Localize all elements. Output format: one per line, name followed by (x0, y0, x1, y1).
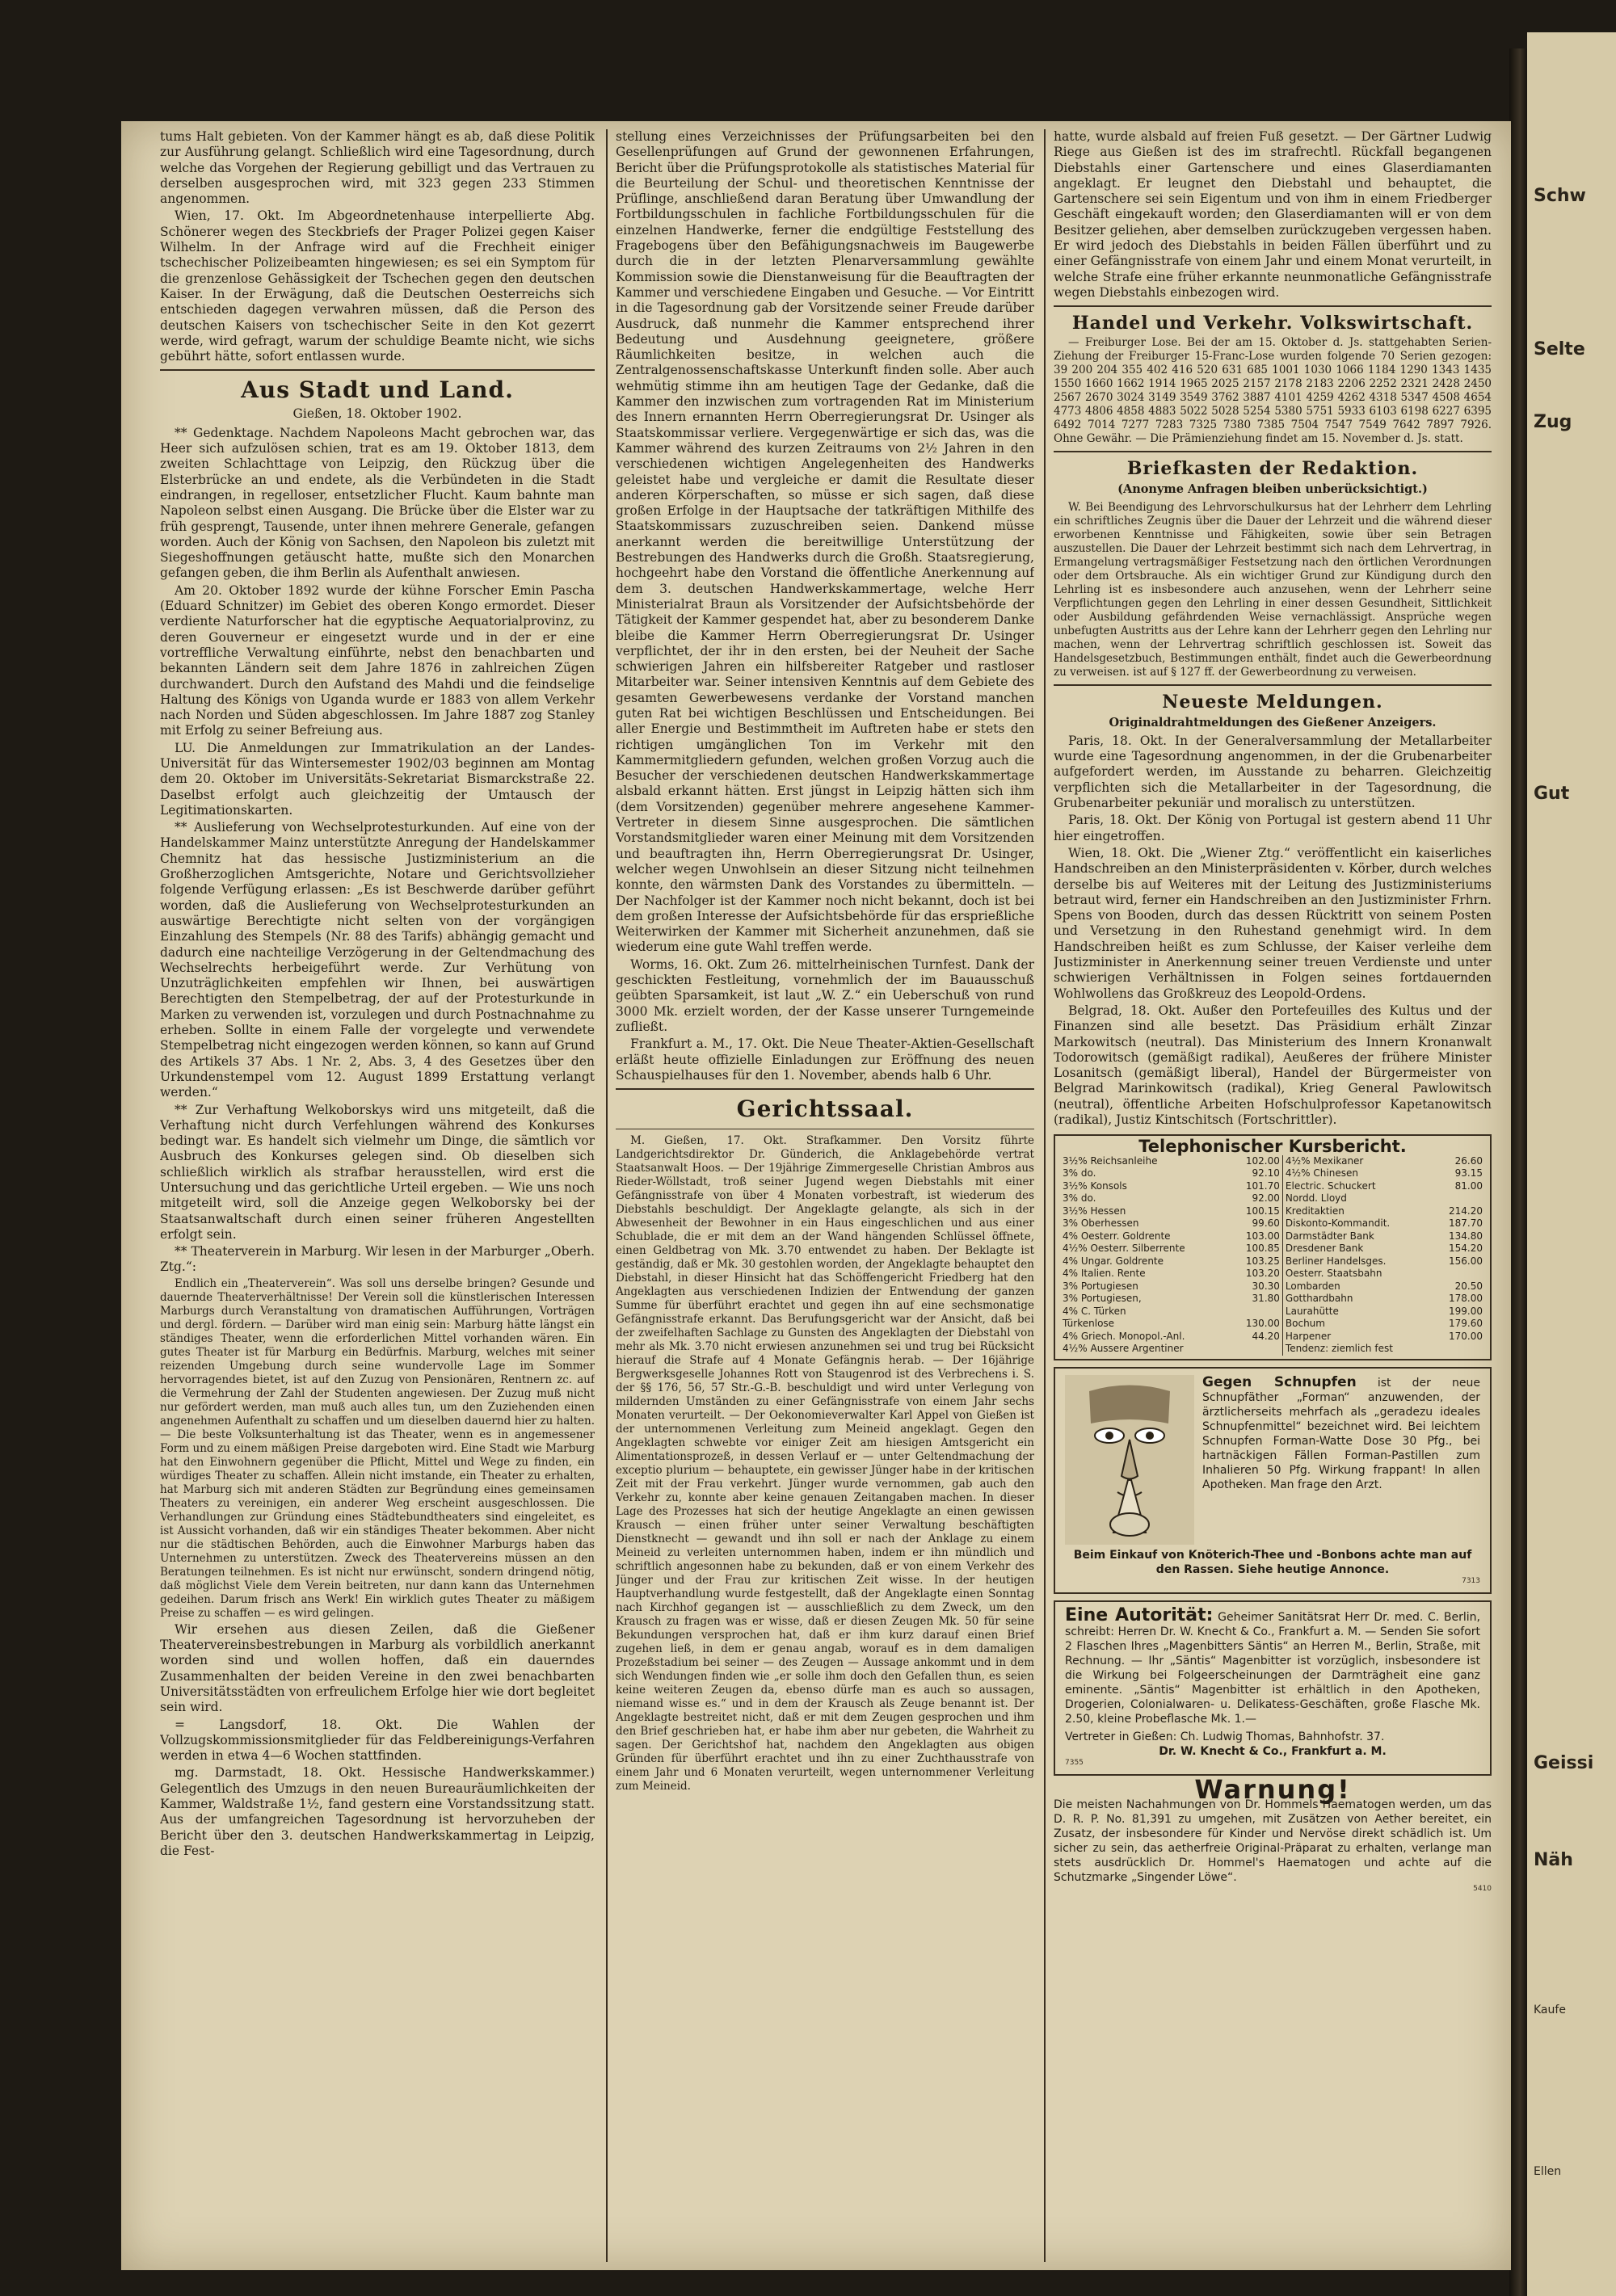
adjacent-page-fragment: Selte (1534, 339, 1585, 360)
kurs-security-price: 93.15 (1454, 1167, 1483, 1180)
kurs-security-name: Lombarden (1285, 1280, 1340, 1292)
kurs-security-name: 3% Portugiesen, (1063, 1293, 1142, 1305)
kurs-security-price (1433, 1268, 1485, 1280)
kurs-security-name: 3% Portugiesen (1063, 1280, 1138, 1292)
kurs-security-name: 4½% Oesterr. Silberrente (1063, 1243, 1185, 1255)
kurs-row (1060, 1293, 1485, 1306)
kurs-security-name: Diskonto-Kommandit. (1285, 1217, 1391, 1230)
kurs-security-price (1433, 1343, 1485, 1356)
section-heading-handel: Handel und Verkehr. Volkswirtschaft. (1071, 313, 1474, 334)
section-heading-gerichtssaal: Gerichtssaal. (736, 1095, 914, 1123)
kurs-security-name: 4% C. Türken (1063, 1305, 1126, 1317)
kurs-row (1060, 1268, 1485, 1280)
article-paragraph: ** Auslieferung von Wechselprotesturkunden. Auf eine von der Handelskammer Mainz unterstützte Anregung der Handelskammer Chemnitz hat das hessische Justizministerium an die Großherzoglichen Amtsgerichte, Notare und Gerichtsvollzieher folgende Verfügung erlassen: „Es ist Beschwerde darüber geführt worden, daß die Auslieferung von Wechselprotesturkunden an auswärtige Berechtigte nicht selten von der vorgängigen Einzahlung des Stempels (Nr. 88 des Tarifs) abhängig gemacht und dadurch eine nachteilige Verzögerung in der Geltendmachung des Wechselrechts herbeigeführt werde. Zur Verhütung von Unzuträglichkeiten empfehlen wir Ihnen, bei auswärtigen Berechtigten den Stempelbetrag, der auf der Protesturkunde in Marken zu verwenden ist, vorzulegen und durch Postnachnahme zu erheben. Sollte in einem Falle der vorgelegte und verwendete Stempelbetrag nicht eingezogen werden können, so kann auf Grund des Artikels 37 Abs. 1 Nr. 2, Abs. 3, 4 des Gesetzes über den Urkundenstempel vom 12. August 1899 Erstattung verlangt werden.“ (160, 820, 595, 1100)
kurs-security-name: 3½% Hessen (1063, 1205, 1126, 1217)
article-paragraph: ** Gedenktage. Nachdem Napoleons Macht gebrochen war, das Heer sich aufzulösen schien, trat es am 19. Oktober 1813, dem zweiten Schlachttage von Leipzig, den Rückzug über die Elsterbrücke an und endete, als die Verbündeten in die Stadt eindrangen, in regelloser, entsetzlicher Flucht. Kaum bahnte man Napoleon selbst einen Ausgang. Die Brücke über die Elster war zu früh gesprengt, Tausende, unter ihnen mehrere Generale, gefangen worden. Auch der König von Sachsen, den Napoleon bis zuletzt mit Siegeshoffnungen getäuscht hatte, mußte sich den Monarchen gefangen geben, die ihm Berlin als Aufenthalt anwiesen. (160, 425, 595, 581)
kurs-security-name: 3½% Konsols (1063, 1180, 1127, 1192)
kurs-security-price: 187.70 (1449, 1217, 1483, 1230)
kurs-row (1060, 1280, 1485, 1293)
kurs-security-name: Oesterr. Staatsbahn (1285, 1268, 1382, 1280)
kurs-security-price: 156.00 (1449, 1255, 1483, 1267)
kurs-security-name: 4% Oesterr. Goldrente (1063, 1230, 1171, 1242)
article-paragraph: Wien, 18. Okt. Die „Wiener Ztg.“ veröffentlicht ein kaiserliches Handschreiben an den Ministerpräsidenten v. Körber, durch welches derselbe bis auf Weiteres mit der Leitung des Justizministeriums betraut wird, ferner ein Handschreiben an den Justizminister Frhrn. Spens von Booden, durch das dessen Rücktritt von seinem Posten und Versetzung in den Ruhestand genehmigt wird. In dem Handschreiben heißt es zum Schlusse, der Kaiser verleihe dem Justizminister in Anerkennung seiner treuen Verdienste und unter schwierigen Verhältnissen in Folgen seines fortdauernden Wohlwollens das Großkreuz des Leopold-Ordens. (1054, 845, 1492, 1001)
adjacent-page-fragment: Gut (1534, 784, 1570, 804)
ad-saentis-text: Geheimer Sanitätsrat Herr Dr. med. C. Berlin, schreibt: Herren Dr. W. Knecht & Co., Frankfurt a. M. — Senden Sie sofort 2 Flaschen Ihres „Magenbitters Säntis“ an Herren M., Berlin, Straße, mit Rechnung. — Ihr „Säntis“ Magenbitter ist vorzüglich, insbesondere ist die Wirkung bei Folgeerscheinungen der Darmträgheit eine ganz eminente. „Säntis“ Magenbitter ist erhältlich in den Apotheken, Drogerien, Colonialwaren- u. Delikatess-Geschäften, große Flasche Mk. 2.50, kleine Probeflasche Mk. 1.— (1065, 1610, 1480, 1726)
kurs-security-price: 103.25 (1231, 1255, 1283, 1268)
article-paragraph: LU. Die Anmeldungen zur Immatrikulation an der Landes-Universität für das Wintersemester 1902/03 beginnen am Montag dem 20. Oktober im Universitäts-Sekretariat Bismarckstraße 22. Daselbst erfolgt auch gleichzeitig der Umtausch der Legitimationskarten. (160, 740, 595, 818)
article-paragraph: stellung eines Verzeichnisses der Prüfungsarbeiten bei den Gesellenprüfungen auf Grund der gewonnenen Erfahrungen, Bericht über die Prüfungsprotokolle als statistisches Material für die Beurteilung der Schul- und theoretischen Kenntnisse der Prüflinge, anschließend daran Beratung über Umwandlung der Fortbildungsschulen in fachliche Fortbildungsschulen für die einzelnen Handwerke, ferner die endgültige Feststellung des Fragebogens über den Befähigungsnachweis im Baugewerbe durch die in der letzten Plenarversammlung gewählte Kommission sowie die Dienstanweisung für die Beauftragten der Kammer und verschiedene Eingaben und Gesuche. — Vor Eintritt in die Tagesordnung gab der Vorsitzende seiner Freude darüber Ausdruck, daß nunmehr die Kammer entsprechend ihrer Bedeutung und Ausdehnung geeignetere, größere Räumlichkeiten besitze, in welchen auch die Zentralgenossenschaftskasse Unterkunft finden solle. Aber auch wehmütig stimme ihn am heutigen Tage der Gedanke, daß die Kammer den inzwischen zum vortragenden Rat im Ministerium des Innern ernannten Herrn Oberregierungsrat Dr. Usinger als Staatskommissar verliere. Vergegenwärtige er sich das, was die Kammer während des kurzen Zeitraums von 2½ Jahren in den verschiedenen wichtigen Angelegenheiten des Handwerks geleistet habe und vergleiche er damit die Resultate dieser anderen Körperschaften, so müsse er sich sagen, daß diese großen Erfolge in der Hauptsache der tatkräftigen Mithilfe des Staatskommissars zuzuschreiben seien. Dankend müsse anerkannt werden die bereitwillige Unterstützung der Bestrebungen des Handwerks durch die Großh. Staatsregierung, hochgeehrt habe den Vorstand die öffentliche Anerkennung auf dem 3. deutschen Handwerkskammertage, welche Herr Ministerialrat Braun als Vorsitzender der Aufsichtsbehörde der Tätigkeit der Kammer gespendet hat, aber zu besonderem Danke bleibe die Kammer Herrn Oberregierungsrat Dr. Usinger verpflichtet, der ihr in den ersten, bei der Neuheit der Sache schwierigen Jahren ein hilfsbereiter Ratgeber und rastloser Mitarbeiter war. Seiner intensiven Kenntnis auf dem Gebiete des gesamten Gewerbewesens verdanke der Vorstand manchen guten Rat bei wichtigen Beschlüssen und Entscheidungen. Bei aller Energie und Bestimmtheit im Auftreten habe er stets den richtigen umgänglichen Ton im Verkehr mit den Kammermitgliedern gefunden, welchen großen Vorzug auch die Besucher der verschiedenen deutschen Handwerkskammertage alsbald erkannt hätten. Erst jüngst in Leipzig hätten sich ihm (dem Vorsitzenden) gegenüber mehrere angesehene Kammer-Vertreter in diesem Sinne ausgesprochen. Die sämtlichen Vorstandsmitglieder waren einer Meinung mit dem Vorsitzenden und beauftragten ihn, Herrn Oberregierungsrat Dr. Usinger, welcher wegen Unwohlsein an dieser Sitzung nicht teilnehmen konnte, den wärmsten Dank des Vorstandes zu übermitteln. — Der Nachfolger ist der Kammer noch nicht bekannt, doch ist bei dem großen Interesse der Aufsichtsbehörde für das ersprießliche Weiterwirken der Kammer mit Sicherheit anzunehmen, daß sie wiederum eine gute Wahl treffen werde. (616, 129, 1034, 955)
ad-number: 7355 (1065, 1758, 1084, 1767)
kurs-row (1060, 1217, 1485, 1230)
kurs-security-price: 154.20 (1449, 1243, 1483, 1255)
kurs-security-price: 99.60 (1231, 1217, 1283, 1230)
kurs-security-price: 103.20 (1231, 1268, 1283, 1280)
kurs-security-price: 31.80 (1231, 1293, 1283, 1306)
kurs-security-name: Kreditaktien (1285, 1205, 1345, 1217)
kurs-security-price: 92.00 (1231, 1192, 1283, 1205)
kurs-security-name: Electric. Schuckert (1285, 1180, 1376, 1192)
kurs-security-name: 4½% Aussere Argentiner (1063, 1343, 1184, 1355)
section-divider (616, 1088, 1034, 1090)
adjacent-page-fragment: Geissi (1534, 1753, 1594, 1773)
ad-schnupfen-text: ist der neue Schnupfäther „Forman“ anzuwenden, der ärztlicherseits mehrfach als „geradezu ideales Schnupfenmittel“ bezeichnet wird. Bei leichtem Schnupfen Forman-Watte Dose 30 Pfg., bei hartnäckigen Fällen Forman-Pastillen zum Inhalieren 50 Pfg. Wirkung frappant! In allen Apotheken. Man frage den Arzt. (1202, 1376, 1481, 1491)
kurs-security-name: Berliner Handelsges. (1285, 1255, 1387, 1267)
column-1 (160, 129, 595, 2270)
dateline: Gießen, 18. Oktober 1902. (292, 406, 462, 422)
adjacent-page-fragment: Zug (1534, 412, 1572, 432)
ad-saentis-firm: Dr. W. Knecht & Co., Frankfurt a. M. (1159, 1744, 1387, 1758)
kurs-security-name: 4% Ungar. Goldrente (1063, 1255, 1164, 1267)
kurs-row (1060, 1343, 1485, 1356)
column-rule (606, 129, 608, 2262)
kurs-row (1060, 1205, 1485, 1218)
ad-number: 7313 (1462, 1576, 1480, 1585)
adjacent-page-fragment: Kaufe (1534, 2004, 1566, 2016)
ad-warnung (1054, 1773, 1492, 1894)
kurs-row (1060, 1155, 1485, 1168)
kurs-security-name: Harpener (1285, 1330, 1332, 1342)
adjacent-page-edge (1527, 32, 1616, 2296)
column-2 (616, 129, 1034, 2270)
article-continuation: tums Halt gebieten. Von der Kammer hängt es ab, daß diese Politik zur Ausführung gelangt. Schließlich wird eine Tagesordnung, durch welche das Vorgehen der Regierung gebilligt und das Vertrauen zu derselben ausgesprochen wird, mit 323 gegen 233 Stimmen angenommen. (160, 129, 595, 207)
article-paragraph: mg. Darmstadt, 18. Okt. Hessische Handwerkskammer.) Gelegentlich des Umzugs in den neuen Bureauräumlichkeiten der Kammer, Waldstraße 1½, fand gestern eine Vorstandssitzung statt. Aus der umfangreichen Tagesordnung ist hervorzuheben der Bericht über den 3. deutschen Handwerkskammertag in Leipzig, die Fest- (160, 1765, 595, 1858)
kurs-security-name: Darmstädter Bank (1285, 1230, 1374, 1242)
article-paragraph: Worms, 16. Okt. Zum 26. mittelrheinischen Turnfest. Dank der geschickten Festleitung, vornehmlich der im Bauausschuß geübten Sparsamkeit, ist laut „W. Z.“ ein Ueberschuß von rund 3000 Mk. erzielt worden, der der Kasse unserer Turngemeinde zufließt. (616, 957, 1034, 1034)
section-heading-neueste-meldungen: Neueste Meldungen. (1162, 691, 1383, 713)
column-rule (1044, 129, 1046, 2262)
kurs-row (1060, 1318, 1485, 1331)
article-paragraph: Paris, 18. Okt. In der Generalversammlung der Metallarbeiter wurde eine Tagesordnung angenommen, in der die Grubenarbeiter aufgefordert werden, im Ausstande zu beharren. Gleichzeitig verpflichten sich die Metallarbeiter in der Tagesordnung, die Grubenarbeiter pekuniär und moralisch zu unterstützen. (1054, 733, 1492, 811)
section-divider (160, 369, 595, 371)
kurs-security-price: 30.30 (1231, 1280, 1283, 1293)
ad-saentis-title: Eine Autorität: (1065, 1604, 1214, 1625)
adjacent-page-fragment: Ellen (1534, 2165, 1562, 2178)
lottery-numbers: — Freiburger Lose. Bei der am 15. Oktober d. Js. stattgehabten Serien-Ziehung der Freiburger 15-Franc-Lose wurden folgende 70 Serien gezogen: 39 200 204 355 402 416 520 631 685 1001 1030 1066 1184 1290 1343 1435 1550 1660 1662 1914 1965 2025 2157 2178 2183 2206 2252 2321 2428 2450 2567 2670 3024 3149 3549 3762 3887 4101 4259 4262 4318 5347 4508 4654 4773 4806 4858 4883 5022 5028 5254 5380 5751 5933 6103 6198 6227 6395 6492 7014 7277 7283 7325 7380 7385 7504 7547 7549 7642 7897 7926. Ohne Gewähr. — Die Prämienziehung findet am 15. November d. Js. statt. (1054, 336, 1492, 446)
column-3 (1054, 129, 1492, 2270)
ad-saentis (1054, 1600, 1492, 1776)
kurs-security-name: Nordd. Lloyd (1285, 1192, 1347, 1205)
kurs-security-price: 179.60 (1449, 1318, 1483, 1330)
kurs-security-name: 3% Oberhessen (1063, 1217, 1139, 1230)
kurs-security-name: 3½% Reichsanleihe (1063, 1154, 1158, 1167)
article-paragraph: Belgrad, 18. Okt. Außer den Portefeuilles des Kultus und der Finanzen sind alle besetzt. Das Präsidium erhält Zinzar Markowitsch (neutral). Das Ministerium des Innern Kronanwalt Todorowitsch (gemäßigt radikal), Aeußeres der frühere Minister Losanitsch (gemäßigt liberal), Handel der Bürgermeister von Belgrad Marinkowitsch (radikal), Krieg General Pawlowitsch (neutral), öffentliche Arbeiten Hofschulprofessor Kapetanowitsch (radikal), Justiz Kintschitsch (Fortschrittler). (1054, 1003, 1492, 1127)
article-paragraph: Paris, 18. Okt. Der König von Portugal ist gestern abend 11 Uhr hier eingetroffen. (1054, 813, 1492, 843)
article-paragraph: Am 20. Oktober 1892 wurde der kühne Forscher Emin Pascha (Eduard Schnitzer) im Gebiet des oberen Kongo ermordet. Dieser verdiente Naturforscher hat die egyptische Aequatorialprovinz, zu deren Gouverneur er eingesetzt wurde und in der er eine vortreffliche Verwaltung einführte, nebst den benachbarten und bekannten Ländern seit dem Jahre 1876 in zahlreichen Zügen durchwandert. Durch den Aufstand des Mahdi und die feindselige Haltung des Königs von Uganda wurde er 1883 von allem Verkehr nach Norden und Süden abgeschlossen. Im Jahre 1887 zog Stanley mit Erfolg zu seiner Befreiung aus. (160, 582, 595, 738)
section-heading-stadt-und-land: Aus Stadt und Land. (241, 376, 514, 404)
section-divider (1054, 305, 1492, 307)
kurs-security-price: 100.15 (1231, 1205, 1283, 1218)
article-wien: Wien, 17. Okt. Im Abgeordnetenhause interpellierte Abg. Schönerer wegen des Steckbriefs der Prager Polizei gegen Kaiser Wilhelm. In der Anfrage wird auf die Frechheit einiger tschechischer Polizeibeamten hingewiesen; es sei ein Symptom für die grenzenlose Gehässigkeit der Tschechen gegen den deutschen Kaiser. In der Erwägung, daß die Deutschen Oesterreichs sich entschieden dagegen verwahren müssen, daß die Person des deutschen Kaisers von tschechischer Seite in den Kot gezerrt werde, wird gefragt, warum der schuldige Beamte nicht, wie sichs gebührt hätte, sofort entlassen wurde. (160, 208, 595, 364)
ad-saentis-vertreter: Vertreter in Gießen: Ch. Ludwig Thomas, Bahnhofstr. 37. (1065, 1730, 1385, 1743)
article-paragraph: ** Zur Verhaftung Welkoborskys wird uns mitgeteilt, daß die Verhaftung nicht durch Verfehlungen während des Konkurses bedingt war. Es handelt sich vielmehr um Dinge, die sämtlich vor Ausbruch des Konkurses gelegen sind. Ob dieselben sich schließlich wirklich als strafbar herausstellen, wird erst die Untersuchung und das gerichtliche Urteil ergeben. — Wie uns noch mitgeteilt wird, soll die Anzeige gegen Welkoborsky bei der Staatsanwaltschaft durch einen seiner früheren Angestellten erfolgt sein. (160, 1102, 595, 1242)
kurs-security-price: 20.50 (1454, 1280, 1483, 1292)
briefkasten-note: (Anonyme Anfragen bleiben unberücksichtigt.) (1117, 482, 1428, 497)
kurs-security-name: Dresdener Bank (1285, 1243, 1364, 1255)
article-paragraph: ** Theaterverein in Marburg. Wir lesen in der Marburger „Oberh. Ztg.“: (160, 1244, 595, 1275)
kurs-security-price: 170.00 (1449, 1330, 1483, 1342)
kurs-security-name: Bochum (1285, 1318, 1325, 1330)
kurs-row (1060, 1243, 1485, 1255)
book-spine (1509, 48, 1527, 2296)
kursbericht-title: Telephonischer Kursbericht. (1138, 1137, 1407, 1157)
ad-warnung-text: Die meisten Nachahmungen von Dr. Hommels Haematogen werden, um das D. R. P. No. 81,391 zu umgehen, mit Zusätzen von Aether bereitet, ein Zusatz, der insbesondere für Kinder und Nervöse direkt schädlich ist. Um sicher zu sein, das aetherfreie Original-Präparat zu erhalten, verlange man stets ausdrücklich Dr. Hommel's Haematogen und achte auf die Schutzmarke „Singender Löwe“. (1054, 1798, 1492, 1884)
article-paragraph: Endlich ein „Theaterverein“. Was soll uns derselbe bringen? Gesunde und dauernde Theaterverhältnisse! Der Verein soll die künstlerischen Interessen Marburgs durch Veranstaltung von dramatischen Aufführungen, Vorträgen und dergl. fördern. — Darüber wird man einig sein: Marburg hätte längst ein ständiges Theater, wenn die erforderlichen Mittel vorhanden wären. Ein gutes Theater ist für Marburg ein Bedürfnis. Marburg, welches mit seiner reizenden Umgebung durch seine wundervolle Lage im Sommer hervorragendes bietet, ist auf den Zuzug von Pensionären, Rentnern zc. auf die Vermehrung der Zahl der Studenten angewiesen. Der Zuzug muß nicht nur gefördert werden, man muß auch alles tun, um den Zuziehenden einen angenehmen Aufenthalt zu schaffen und um dieselben dauernd hier zu halten. — Die beste Volksunterhaltung ist das Theater, wenn es in angemessener Form und zu einem mäßigen Preise dargeboten wird. Eine Stadt wie Marburg hat den Einwohnern gegenüber die Pflicht, Mittel und Wege zu finden, ein würdiges Theater zu schaffen. Allein nicht imstande, ein Theater zu erhalten, hat Marburg sich mit anderen Städten zur Begründung eines gemeinsamen Theaters zu vereinigen, ein anderer Weg erscheint ausgeschlossen. Die Verhandlungen zur Gründung eines Städtebundtheaters sind eingeleitet, es ist Aussicht vorhanden, daß wir ein ständiges Theater bekommen. Aber nicht nur die städtischen Behörden, auch die Einwohner Marburgs haben das Unternehmen zu unterstützen. Zweck des Theatervereins müssen an den Beratungen teilnehmen. Es ist nicht nur erwünscht, sondern dringend nötig, daß möglichst Viele dem Verein beitreten, nur dann kann das Unternehmen gedeihen. Darum frisch ans Werk! Ein wirklich gutes Theater zu mäßigem Preise zu schaffen — es wird gelingen. (160, 1276, 595, 1620)
ad-schnupfen-footer: Beim Einkauf von Knöterich-Thee und -Bonbons achte man auf den Rassen. Siehe heutige Annonce. (1073, 1548, 1472, 1576)
article-paragraph: hatte, wurde alsbald auf freien Fuß gesetzt. — Der Gärtner Ludwig Riege aus Gießen ist des im strafrechtl. Rückfall begangenen Diebstahls einer Gartenschere und eines Glaserdiamanten angeklagt. Er leugnet den Diebstahl und behauptet, die Gartenschere sei sein Eigentum und von ihm in einem Friedberger Geschäft eingekauft worden; den Glaserdiamanten will er von dem Besitzer geliehen, aber demselben zurückzugeben vergessen haben. Er wird jedoch des Diebstahls in beiden Fällen überführt und zu einer Gefängnisstrafe von einem Jahr und einem Monat verurteilt, in welche Strafe eine früher erkannte neunmonatliche Gefängnisstrafe wegen Diebstahls einbezogen wird. (1054, 129, 1492, 300)
adjacent-page-fragment: Schw (1534, 186, 1586, 206)
kurs-security-price: 44.20 (1231, 1331, 1283, 1344)
article-paragraph: Wir ersehen aus diesen Zeilen, daß die Gießener Theatervereinsbestrebungen in Marburg als vorbildlich anerkannt worden sind und wollen hoffen, daß ein dauerndes Zusammenhalten der beiden Vereine in den zwei benachbarten Universitätsstädten von erfreulichem Erfolge hier wie dort begleitet sein wird. (160, 1621, 595, 1715)
kurs-security-price: 103.00 (1231, 1230, 1283, 1243)
kurs-security-name: 4% Italien. Rente (1063, 1268, 1146, 1280)
kurs-security-price (1433, 1192, 1485, 1205)
article-paragraph: = Langsdorf, 18. Okt. Die Wahlen der Vollzugskommissionsmitglieder für das Feldbereinigungs-Verfahren werden in etwa 4—6 Wochen stattfinden. (160, 1717, 595, 1764)
kurs-row (1060, 1180, 1485, 1193)
kurs-row (1060, 1331, 1485, 1344)
kurs-security-price (1231, 1306, 1283, 1318)
kurs-security-price: 92.10 (1231, 1167, 1283, 1180)
ad-schnupfen-title: Gegen Schnupfen (1202, 1373, 1357, 1390)
kursbericht-box (1054, 1134, 1492, 1360)
article-paragraph: M. Gießen, 17. Okt. Strafkammer. Den Vorsitz führte Landgerichtsdirektor Dr. Günderich, die Anklagebehörde vertrat Staatsanwalt Hoos. — Der 19jährige Zimmergeselle Christian Ambros aus Rieder-Wöllstadt, troß seiner Jugend wegen Diebstahls mit einer Gefängnisstrafe von über 4 Monaten vorbestraft, ist wiederum des Diebstahls beschuldigt. Der Angeklagte gelangte, als sich in der Abwesenheit der Bewohner in ein Haus eingeschlichen und aus einer Schublade, die er mit dem an der Wand hängenden Schlüssel öffnete, einen Geldbetrag von Mk. 3.70 entwendet zu haben. Der Beklagte ist geständig, daß er Mk. 30 gestohlen worden, der Angeklagte behauptet den Diebstahl, in dieser Hinsicht hat das Schöffengericht Friedberg hat den Angeklagten aus verschiedenen Indizien der Entwendung der ganzen Summe für überführt erachtet und gegen ihn auf eine sechsmonatige Gefängnisstrafe erkannt. Das Berufungsgericht war der Ansicht, daß bei der zweifelhaften Sachlage zu Gunsten des Angeklagten der Diebstahl von mehr als Mk. 3.70 nicht erwiesen anzunehmen sei und trug bei Rücksicht hierauf die Strafe auf 4 Monate Gefängnis herab. — Der 16jährige Bergwerksgeselle Johannes Rott von Staugenrod ist des Verbrechens i. S. der §§ 176, 56, 57 Str.-G.-B. beschuldigt und wird unter Verlegung von mildernden Umständen zu einer Gefängnisstrafe von einem Jahr sechs Monaten verurteilt. — Der Oekonomieverwalter Karl Appel von Gießen ist der unternommenen Verleitung zum Meineid angeklagt. Gegen den Angeklagten schwebte vor einiger Zeit am hiesigen Amtsgericht ein Alimentationsprozeß, in dessen Verlauf er — unter Geltendmachung der exceptio plurium — behauptete, ein gewisser Jünger habe in der kritischen Zeit mit der Frau verkehrt. Jünger wurde vernommen, gab auch den Verkehr zu, konnte aber keine genauen Zeitangaben machen. In dieser Lage des Prozesses hat sich der heutige Angeklagte an einen gewissen Krausch — einen früher unter seiner Verwaltung beschäftigten Dienstknecht — gewandt und ihn soll er nach der Anklage zu einem Meineid zu verleiten unternommen haben, indem er ihn mündlich und schriftlich angesonnen habe zu bekunden, daß er von einem Verkehr des Jünger und der Frau zur kritischen Zeit wisse. In der heutigen Hauptverhandlung wurde festgestellt, daß der Angeklagte einen Sonntag nach Kirchhof gegangen ist — ausschließlich zu dem Zweck, um den Krausch zu fragen was er wisse, daß er diesen Zeugen Mk. 50 für seine Bekundungen versprochen hat, daß er ihm kurz darauf einen Brief zugehen ließ, in dem er genau angab, worauf es in dem damaligen Prozeßstadium bei seiner — des Zeugen — Aussage ankommt und in dem sich Wendungen finden wie „er solle ihm doch den Gefallen thun, es seien keine weiteren Zeugen da, ebenso dürfe man es auch so aussagen, niemand wisse es.“ und in dem der Krausch als Zeuge benannt ist. Der Angeklagte bestreitet nicht, daß er mit dem Zeugen gesprochen und ihm den Brief geschrieben hat, er habe ihm aber nur gebeten, die Wahrheit zu sagen. Der Gerichtshof hat, nachdem den Angeklagten aus obigen Gründen für überführt erachtet und ihn zu einer Zuchthausstrafe von einem Jahr und 6 Monaten verurteilt, wegen unternommener Verleitung zum Meineid. (616, 1134, 1034, 1793)
kurs-security-price: 134.80 (1449, 1230, 1483, 1242)
kurs-security-price: 101.70 (1231, 1180, 1283, 1193)
kurs-security-price: 214.20 (1449, 1205, 1483, 1217)
kurs-security-price: 130.00 (1231, 1318, 1283, 1331)
kurs-security-price (1231, 1343, 1283, 1356)
kurs-row (1060, 1230, 1485, 1243)
kurs-security-name: 4% Griech. Monopol.-Anl. (1063, 1330, 1185, 1342)
kurs-security-name: Türkenlose (1063, 1318, 1115, 1330)
kurs-security-name: 4½% Chinesen (1285, 1167, 1358, 1180)
ad-number: 5410 (1473, 1884, 1492, 1893)
kurs-security-name: 3% do. (1063, 1167, 1096, 1180)
kursbericht-table (1060, 1155, 1485, 1356)
ad-schnupfen (1054, 1367, 1492, 1594)
section-divider (1054, 451, 1492, 452)
kurs-security-name: 3% do. (1063, 1192, 1096, 1205)
kurs-row (1060, 1306, 1485, 1318)
kurs-security-price: 178.00 (1449, 1293, 1483, 1305)
kurs-security-name: Laurahütte (1285, 1305, 1339, 1317)
nose-illustration-icon (1065, 1375, 1194, 1545)
kurs-row (1060, 1192, 1485, 1205)
kurs-row (1060, 1167, 1485, 1180)
neueste-subheading: Originaldrahtmeldungen des Gießener Anzeigers. (1109, 715, 1437, 730)
section-divider (1054, 684, 1492, 686)
section-heading-briefkasten: Briefkasten der Redaktion. (1126, 458, 1419, 480)
kurs-security-name: Tendenz: ziemlich fest (1285, 1343, 1393, 1355)
kurs-security-price: 26.60 (1454, 1154, 1483, 1167)
kurs-security-name: 4½% Mexikaner (1285, 1154, 1364, 1167)
kurs-security-price: 100.85 (1231, 1243, 1283, 1255)
kurs-security-price: 102.00 (1231, 1155, 1283, 1168)
adjacent-page-fragment: Näh (1534, 1850, 1573, 1870)
article-paragraph: W. Bei Beendigung des Lehrvorschulkursus hat der Lehrherr dem Lehrling ein schriftliches Zeugnis über die Dauer der Lehrzeit und die während dieser erworbenen Kenntnisse und Fähigkeiten, sowie über sein Betragen auszustellen. Die Dauer der Lehrzeit bestimmt sich nach dem Lehrvertrag, in Ermangelung vertragsmäßiger Festsetzung nach den örtlichen Verordnungen oder dem Ortsbrauche. Als ein wichtiger Grund zur Kündigung durch den Lehrling ist es insbesondere auch anzusehen, wenn der Lehrherr seine Verpflichtungen gegen den Lehrling in einer dessen Gesundheit, Sittlichkeit oder Ausbildung gefährdenden Weise vernachlässigt. Ansprüche wegen unbefugten Austritts aus der Lehre kann der Lehrherr gegen den Lehrling nur machen, wenn der Lehrvertrag schriftlich geschlossen ist. Soweit das Handelsgesetzbuch, Bestimmungen enthält, findet auch die Gewerbeordnung zu verweisen. ist auf § 127 ff. der Gewerbeordnung zu verweisen. (1054, 500, 1492, 679)
article-paragraph: Frankfurt a. M., 17. Okt. Die Neue Theater-Aktien-Gesellschaft erläßt heute offizielle Einladungen zur Eröffnung des neuen Schauspielhauses für den 1. November, abends halb 6 Uhr. (616, 1037, 1034, 1083)
kurs-row (1060, 1255, 1485, 1268)
ad-warnung-title: Warnung! (1194, 1773, 1351, 1805)
kurs-security-name: Gotthardbahn (1285, 1293, 1353, 1305)
kurs-security-price: 199.00 (1449, 1305, 1483, 1317)
kurs-security-price: 81.00 (1454, 1180, 1483, 1192)
